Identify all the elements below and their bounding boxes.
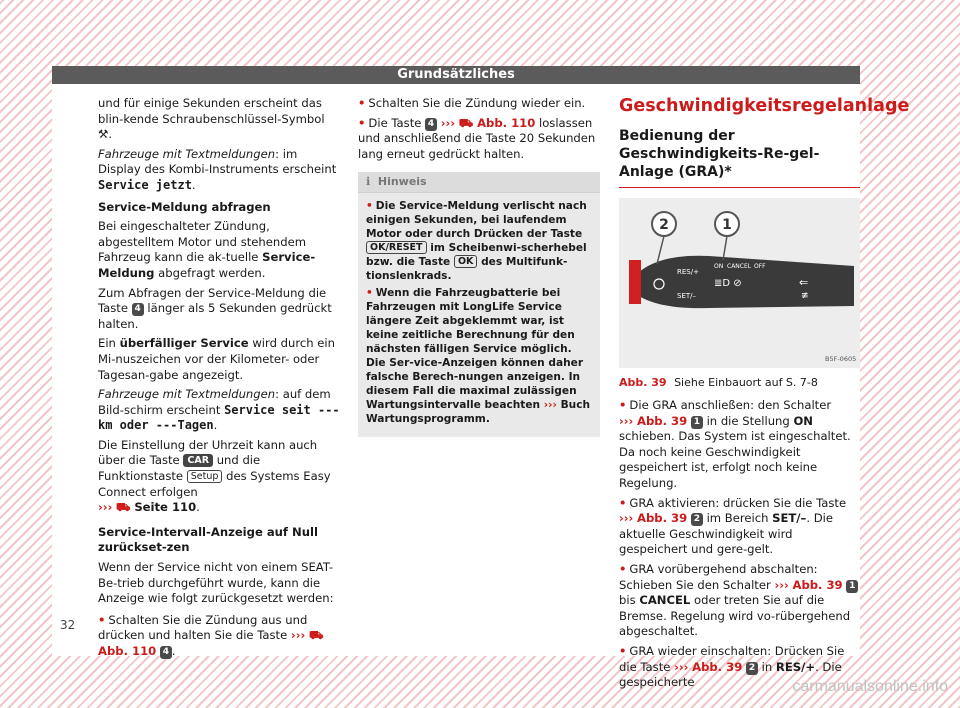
bullet-item: • Schalten Sie die Zündung aus und drücken und halten Sie die Taste ››› ⛟ Abb. 110 4 .: [98, 612, 324, 658]
setup-key: Setup: [187, 470, 223, 483]
figure-reference-link[interactable]: Abb. 39: [637, 413, 688, 428]
section-title: Geschwindigkeitsregelanlage: [619, 96, 910, 116]
svg-text:≣D ⊘: ≣D ⊘: [714, 278, 742, 289]
paragraph: Ein überfälliger Service wird durch ein Mi-nuszeichen vor der Kilometer- oder Tagesan-gabe angezeigt.: [98, 336, 335, 382]
key-number-badge: 1: [691, 416, 703, 429]
section-heading: Service-Meldung abfragen: [98, 199, 271, 214]
car-icon: ⛟: [458, 115, 474, 130]
page-header: Grundsätzliches: [52, 66, 860, 84]
callout-1: 1: [722, 217, 732, 233]
figure-code: B5F-0605: [825, 355, 857, 363]
paragraph: Die Einstellung der Uhrzeit kann auch über die Taste CAR und die Funktionstaste Setup des Systems Easy Connect erfolgen ››› ⛟ Seite 110.: [98, 437, 331, 515]
car-key: CAR: [183, 454, 213, 467]
paragraph: Bei eingeschalteter Zündung, abgestelltem Motor und stehendem Fahrzeug kann die ak-tuelle Service-Meldung abgefragt werden.: [98, 219, 316, 280]
svg-text:≢: ≢: [801, 291, 809, 301]
paragraph: Zum Abfragen der Service-Meldung die Taste 4 länger als 5 Sekunden gedrückt halten.: [98, 285, 332, 331]
figure-reference-link[interactable]: Abb. 39: [637, 511, 688, 526]
bullet-item: • Die Taste 4 ››› ⛟ Abb. 110 loslassen und anschließend die Taste 20 Sekunden lang erneut gedrückt halten.: [358, 115, 596, 161]
section-subtitle: Bedienung der Geschwindigkeits-Re-gel-Anlage (GRA)*: [619, 127, 860, 188]
lever-illustration: [619, 198, 860, 368]
paragraph: und für einige Sekunden erscheint das blin-kende Schraubenschlüssel-Symbol ⚒.: [98, 96, 325, 142]
hint-box: [358, 172, 600, 437]
label-on: ON: [714, 263, 724, 270]
column-middle: [358, 96, 600, 437]
label-set: SET/–: [677, 292, 697, 300]
figure-reference-link[interactable]: Abb. 39: [792, 577, 843, 592]
page-reference-link[interactable]: Seite 110: [134, 500, 197, 515]
figure-reference-link[interactable]: Abb. 110: [98, 644, 157, 658]
svg-text:⇐: ⇐: [799, 276, 809, 289]
car-icon: ⛟: [116, 500, 131, 515]
figure-cruise-control-lever: [619, 198, 860, 368]
book-reference-link[interactable]: Buch Wartungsprogramm: [366, 399, 591, 426]
car-icon: ⛟: [308, 628, 324, 643]
column-left: [98, 96, 340, 664]
paragraph: Wenn der Service nicht von einem SEAT-Be-trieb durchgeführt wurde, kann die Anzeige wie folgt zurückgesetzt werden:: [98, 560, 334, 606]
key-number-badge: 4: [132, 303, 144, 316]
hint-item: • Wenn die Fahrzeugbatterie bei Fahrzeugen mit LongLife Service längere Zeit abgeklemmt war, ist keine zeitliche Berechnung für den nächsten fälligen Service möglich. Die Ser-vice-Anzeigen können daher falsche Berech-nungen anzeigen. In diesem Fall die maximal zulässigen Wartungsintervalle beachten ››› Buch Wartungsprogramm.: [366, 287, 591, 426]
figure-caption: Abb. 39 Siehe Einbauort auf S. 7-8: [619, 376, 818, 389]
paragraph: Fahrzeuge mit Textmeldungen: auf dem Bild-schirm erscheint Service seit --- km oder ---Tagen.: [98, 387, 340, 433]
key-number-badge: 2: [691, 513, 703, 526]
key-number-badge: 4: [425, 118, 437, 131]
label-off: OFF: [754, 263, 766, 270]
label-cancel: CANCEL: [727, 263, 752, 270]
watermark: carmanualsonline.info: [792, 678, 948, 695]
key-number-badge: 2: [746, 662, 758, 675]
paragraph: Fahrzeuge mit Textmeldungen: im Display des Kombi-Instruments erscheint Service jetzt.: [98, 146, 337, 192]
bullet-item: • Schalten Sie die Zündung wieder ein.: [358, 96, 586, 110]
key-number-badge: 4: [160, 646, 172, 659]
hint-title: ℹ Hinweis: [358, 172, 600, 193]
bullet-item: • GRA vorübergehend abschalten: Schieben Sie den Schalter ››› Abb. 39 1 bis CANCEL oder treten Sie auf die Bremse. Regelung wird vo-rübergehend abgeschaltet.: [619, 562, 860, 640]
figure-reference-link[interactable]: Abb. 39: [692, 659, 743, 674]
bullet-item: • Die GRA anschließen: den Schalter ››› Abb. 39 1 in die Stellung ON schieben. Das System ist eingeschaltet. Da noch keine Geschwindigkeit gespeichert ist, erfolgt noch keine Regelung.: [619, 398, 851, 490]
label-res: RES/+: [677, 268, 699, 276]
hint-item: • Die Service-Meldung verlischt nach einigen Sekunden, bei laufendem Motor oder durch Drücken der Taste OK/RESET im Scheibenwi-scherhebel bzw. die Taste OK des Multifunk-tionslenkrads.: [366, 200, 587, 283]
bullet-item: • GRA aktivieren: drücken Sie die Taste ››› Abb. 39 2 im Bereich SET/–. Die aktuelle Geschwindigkeit wird gespeichert und gere-gelt.: [619, 495, 847, 557]
info-icon: ℹ: [366, 175, 371, 189]
hint-body: [358, 193, 600, 437]
ok-key: OK: [454, 255, 477, 268]
key-number-badge: 1: [846, 580, 858, 593]
wrench-icon: ⚒: [98, 127, 109, 142]
callout-2: 2: [659, 217, 669, 233]
figure-reference-link[interactable]: Abb. 110: [477, 115, 536, 130]
bullet-item: • GRA wieder einschalten: Drücken Sie die Taste ››› Abb. 39 2 in RES/+. Die gespeicherte: [619, 643, 845, 690]
section-heading: Service-Intervall-Anzeige auf Null zurückset-zen: [98, 524, 318, 555]
ok-reset-key: OK/RESET: [366, 241, 427, 254]
page-number: 32: [60, 618, 76, 632]
